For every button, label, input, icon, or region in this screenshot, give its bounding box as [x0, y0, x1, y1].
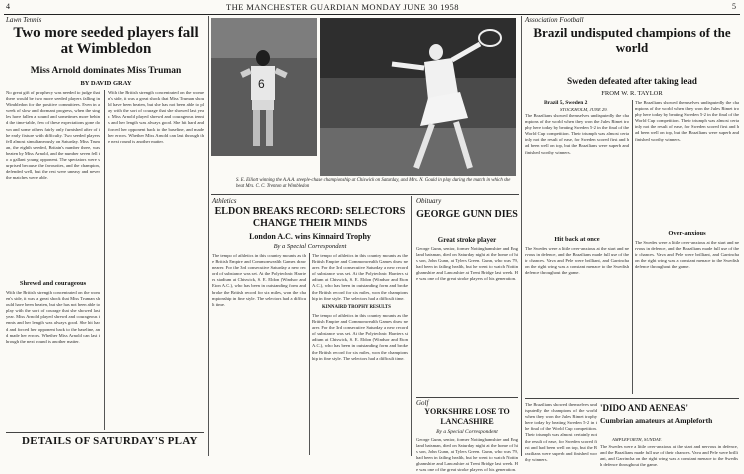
column-rule: [411, 196, 412, 456]
column-rule: [104, 90, 105, 430]
rule-bottom-left: [6, 432, 204, 433]
saturday-details-headline: DETAILS OF SATURDAY'S PLAY: [22, 435, 198, 447]
column-rule: [632, 100, 633, 394]
football-body-col1: The Brazilians showed themselves undisputedly the champions of the world when they won the Jules Rimet trophy here today by beating Sweden 5-2 in the final of the World Cup competition. Their triumph was almost certainly not the result of ease, for Sweden scored first and had been well on top, but the Brazilians were superb and finished worthy winners.: [525, 113, 629, 155]
rule-under-photos: [211, 194, 519, 195]
dido-dateline: AMPLEFORTH, SUNDAY.: [612, 437, 662, 442]
section-label-tennis: Lawn Tennis: [6, 16, 42, 24]
football-body-col2: The Brazilians showed themselves undisputedly the champions of the world when they won the Jules Rimet trophy here today by beating Sweden 5-2 in the final of the World Cup competition. Their triumph was almost certainly not the result of ease, for Sweden scored first and had been well on top, but the Brazilians were superb and finished worthy winners.: [635, 100, 739, 142]
football-dateline: STOCKHOLM, JUNE 29.: [560, 107, 608, 112]
football-byline: FROM W. R. TAYLOR: [601, 90, 663, 97]
golf-byline: By a Special Correspondent: [436, 429, 498, 435]
dido-headline: 'DIDO AND AENEAS': [600, 403, 689, 413]
dido-subhead: Cumbrian amateurs at Ampleforth: [600, 416, 713, 425]
results-table: The tempo of athletics in this country mounts as the British Empire and Commonwealth Games draw nearer. For the 3rd consecutive Saturday a new record of substance was set. At the Polytechnic Harriers stadium at Chiswick, S. E. Eldon (Windsor and Eton A.C.), who has been in outstanding form and broke the British record for six miles, won the championship in fine style. The selectors had a difficult time.: [312, 313, 408, 361]
column-rule: [208, 16, 209, 456]
photo-caption: S. E. Elliott winning the A.A.A. steeple-chase championship at Chiswick on Saturday, and Mrs. N. Gould in play during the match in which she beat Mrs. C. C. Trenton at Wimbledon: [236, 178, 511, 189]
rule-above-golf: [416, 397, 518, 398]
football-headline: Brazil undisputed champions of the world: [533, 25, 731, 55]
tennis-body-col2: With the British strength concentrated on the women's side, it was a great shock that Miss Truman should have been beaten, but she has not been able to play with the sort of courage that she showed last year. Miss Arnold played shrewd and courageous tennis and her length was always good. She hit hard and forced her opponent back to the baseline, and made her errors. Whether Miss Arnold can last through the next round is another matter.: [108, 90, 204, 144]
football-crosshead-over-anxious: Over-anxious: [668, 230, 706, 237]
obituary-headline: GEORGE GUNN DIES: [416, 209, 518, 220]
golf-body: George Gunn, senior, former Nottinghamshire and England batsman, died on Saturday night at the home of his son, John Gunn, at Tylers Green. Gunn, who was 79, had been in failing health, but he went to watch Nottinghamshire and Lancashire at Trent Bridge last week. He was one of the great stroke players of his generation.: [416, 437, 518, 473]
athletics-headline: ELDON BREAKS RECORD: SELECTORS CHANGE THEIR MINDS: [214, 206, 406, 229]
section-label-football: Association Football: [525, 16, 584, 24]
athletics-subhead: London A.C. wins Kinnaird Trophy: [249, 232, 371, 241]
rule-above-dido: [525, 398, 739, 399]
photo-tennis: [320, 18, 516, 176]
section-label-obituary: Obituary: [416, 197, 442, 205]
golf-headline: YORKSHIRE LOSE TO LANCASHIRE: [424, 407, 510, 426]
athletics-byline: By a Special Correspondent: [273, 243, 347, 250]
football-subhead: Sweden defeated after taking lead: [567, 76, 697, 86]
tennis-body-col1: No great gift of prophecy was needed to judge that there would be two more seeded players falling in Wimbledon for the positive committees. Even in a week of slow and dormant progress, when the singles have fallen a sound and sometimes more behind the time-table, few of these expectations gone down and some others fairly only furnished after of the early fixture with difficulty. Two seeded players fell almost simultaneously on Saturday. Miss Truman, the eighth seeded, Britain's number three, was beaten by Miss Arnold, and the number seven fell to a gallant young opponent. The spectators were surprised because the favourites, and the champion, defended well, but the rest were uneasy and never the matches were able.: [6, 90, 100, 181]
dido-body: The Swedes were a little over-anxious at the start and nervous in defence, and the Brazilians made full use of their chances. Vava and Pele were brilliant, and Garrincha on the right wing was a constant menace to the Swedish defence throughout the game.: [600, 444, 738, 468]
masthead-rule: [4, 14, 740, 15]
page-number-right: 5: [732, 2, 736, 11]
football-crosshead-hit-back: Hit back at once: [554, 236, 600, 243]
athletics-body-col2: The tempo of athletics in this country mounts as the British Empire and Commonwealth Games draw nearer. For the 3rd consecutive Saturday a new record of substance was set. At the Polytechnic Harriers stadium at Chiswick, S. E. Eldon (Windsor and Eton A.C.), who has been in outstanding form and broke the British record for six miles, won the championship in fine style. The selectors had a difficult time.: [312, 253, 408, 301]
obituary-subhead: Great stroke player: [437, 236, 497, 244]
tennis-byline: BY DAVID GRAY: [80, 80, 132, 87]
section-label-athletics: Athletics: [212, 197, 237, 205]
steeplechase-runner-image: [211, 18, 317, 156]
tennis-subhead: Miss Arnold dominates Miss Truman: [30, 66, 182, 76]
page-number: 4: [6, 2, 10, 11]
column-rule: [521, 16, 522, 456]
tennis-body-col1b: With the British strength concentrated on the women's side, it was a great shock that Miss Truman should have been beaten, but she has not been able to play with the sort of courage that she showed last year. Miss Arnold played shrewd and courageous tennis and her length was always good. She hit hard and forced her opponent back to the baseline, and made her errors. Whether Miss Arnold can last through the next round is another matter.: [6, 290, 101, 344]
football-body-tail: The Brazilians showed themselves undisputedly the champions of the world when they won the Jules Rimet trophy here today by beating Sweden 5-2 in the final of the World Cup competition. Their triumph was almost certainly not the result of ease, for Sweden scored first and had been well on top, but the Brazilians were superb and finished worthy winners.: [525, 402, 597, 462]
tennis-headline: Two more seeded players fall at Wimbledon: [13, 25, 199, 57]
obituary-body: George Gunn, senior, former Nottinghamshire and England batsman, died on Saturday night at the home of his son, John Gunn, at Tylers Green. Gunn, who was 79, had been in failing health, but he went to watch Nottinghamshire and Lancashire at Trent Bridge last week. He was one of the great stroke players of his generation.: [416, 246, 518, 282]
section-label-golf: Golf: [416, 399, 429, 407]
masthead-title: THE MANCHESTER GUARDIAN MONDAY JUNE 30 1958: [226, 2, 459, 12]
football-body-col2b: The Swedes were a little over-anxious at the start and nervous in defence, and the Brazilians made full use of their chances. Vava and Pele were brilliant, and Garrincha on the right wing was a constant menace to the Swedish defence throughout the game.: [635, 240, 739, 270]
football-score-line: Brazil 5, Sweden 2: [544, 100, 588, 106]
column-rule: [309, 253, 310, 455]
photo-steeplechase: [211, 18, 317, 156]
svg-text:6: 6: [258, 77, 265, 91]
football-body-col1b: The Swedes were a little over-anxious at the start and nervous in defence, and the Brazilians made full use of their chances. Vava and Pele were brilliant, and Garrincha on the right wing was a constant menace to the Swedish defence throughout the game.: [525, 246, 629, 276]
athletics-body-col1: The tempo of athletics in this country mounts as the British Empire and Commonwealth Games draw nearer. For the 3rd consecutive Saturday a new record of substance was set. At the Polytechnic Harriers stadium at Chiswick, S. E. Eldon (Windsor and Eton A.C.), who has been in outstanding form and broke the British record for six miles, won the championship in fine style. The selectors had a difficult time.: [212, 253, 306, 307]
results-table-title: KINNAIRD TROPHY RESULTS: [322, 305, 391, 310]
tennis-player-image: [320, 18, 516, 176]
masthead: [0, 0, 744, 14]
tennis-crosshead: Shrewd and courageous: [19, 280, 87, 287]
